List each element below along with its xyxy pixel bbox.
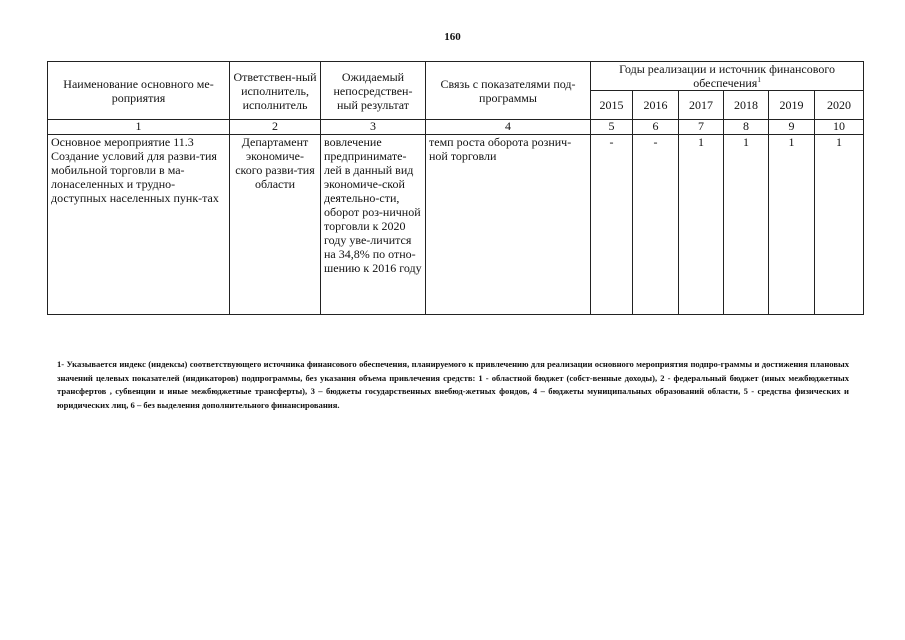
year-cell: 2019 [769, 91, 815, 120]
funding-source-2020: 1 [815, 135, 864, 315]
activities-table [47, 61, 864, 315]
activity-name: Основное мероприятие 11.3 Создание условий для разви-тия мобильной торговли в ма-лонаселенных и трудно-доступных населенных пунк-тах [48, 135, 230, 315]
column-number: 5 [591, 120, 633, 135]
footnote-marker: 1 [757, 76, 761, 84]
header-link: Связь с показателями под-программы [426, 62, 591, 120]
year-cell: 2015 [591, 91, 633, 120]
column-number: 2 [230, 120, 321, 135]
footnote: 1- Указывается индекс (индексы) соответствующего источника финансового обеспечения, планируемого к привлечению для реализации основного мероприятия подпро-граммы и достижения плановых значений целевых показателей (индикаторов) подпрограммы, без указания объема привлечения средств: 1 - областной бюджет (собст-венные доходы), 2 - федеральный бюджет (иных межбюджетных трансфертов , субвенции и иные межбюджетные трансферты), 3 – бюджеты государственных внебюд-жетных фондов, 4 – бюджеты муниципальных образований области, 5 - средства физических и юридических лиц, 6 – без выделения дополнительного финансирования. [57, 359, 849, 410]
column-number-row [48, 120, 864, 135]
column-number: 4 [426, 120, 591, 135]
column-number: 9 [769, 120, 815, 135]
header-name: Наименование основного ме-роприятия [48, 62, 230, 120]
funding-source-2019: 1 [769, 135, 815, 315]
header-row-1 [48, 62, 864, 91]
header-years-group [591, 62, 864, 91]
header-responsible: Ответствен-ный исполнитель, исполнитель [230, 62, 321, 120]
expected-result: вовлечение предпринимате-лей в данный вид экономиче-ской деятельно-сти, оборот роз-ничной торговли к 2020 году уве-личится на 34,8% по отно-шению к 2016 году [321, 135, 426, 315]
year-cell: 2016 [633, 91, 679, 120]
year-cell: 2018 [724, 91, 769, 120]
column-number: 10 [815, 120, 864, 135]
funding-source-2018: 1 [724, 135, 769, 315]
column-number: 3 [321, 120, 426, 135]
responsible-executor: Департамент экономиче-ского разви-тия области [230, 135, 321, 315]
header-years-group-label: Годы реализации и источник финансового обеспечения [619, 62, 835, 90]
year-cell: 2017 [679, 91, 724, 120]
page-number: 160 [444, 31, 461, 43]
header-expected-result: Ожидаемый непосредствен-ный результат [321, 62, 426, 120]
funding-source-2016: - [633, 135, 679, 315]
funding-source-2015: - [591, 135, 633, 315]
column-number: 8 [724, 120, 769, 135]
column-number: 7 [679, 120, 724, 135]
indicator-link: темп роста оборота рознич-ной торговли [426, 135, 591, 315]
table-row [48, 135, 864, 315]
column-number: 6 [633, 120, 679, 135]
funding-source-2017: 1 [679, 135, 724, 315]
column-number: 1 [48, 120, 230, 135]
year-cell: 2020 [815, 91, 864, 120]
